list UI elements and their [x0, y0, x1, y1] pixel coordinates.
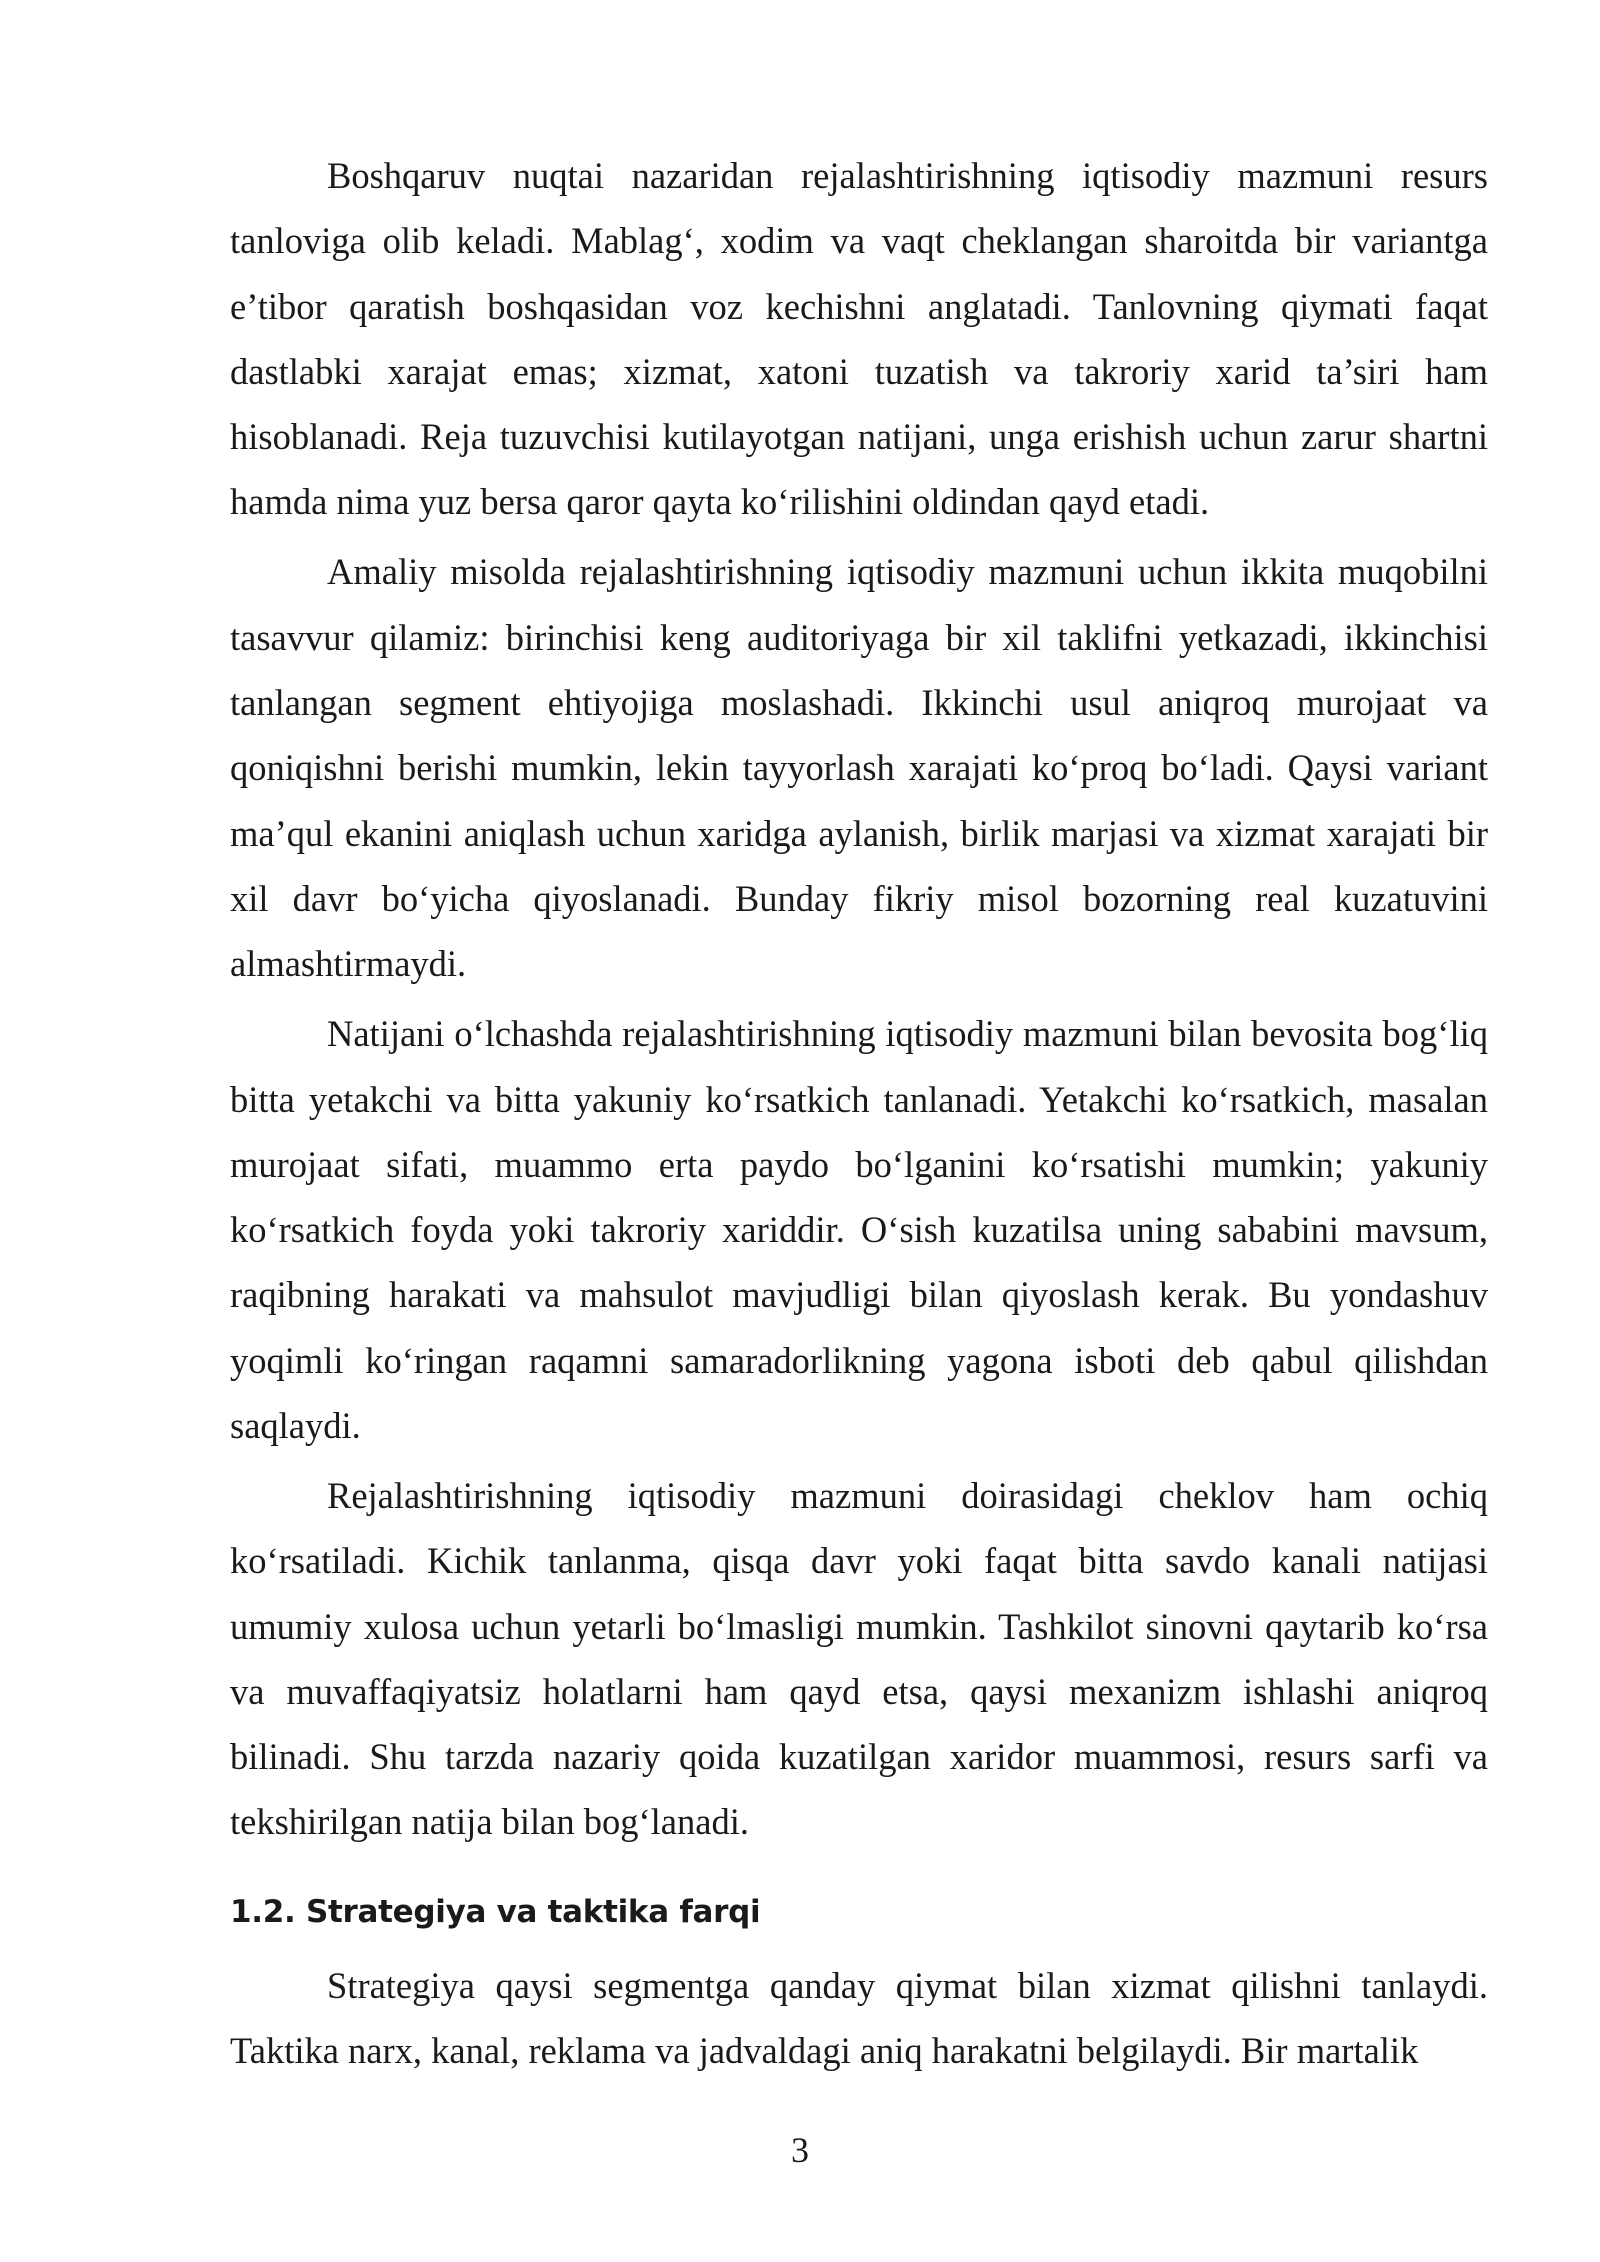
section-paragraph-1: Strategiya qaysi segmentga qanday qiymat bilan xizmat qilishni tanlaydi. Taktika narx, kanal, reklama va jadvaldagi aniq harakatni belgilaydi. Bir martalik: [230, 1964, 1488, 2072]
body-paragraph-4: Rejalashtirishning iqtisodiy mazmuni doirasidagi cheklov ham ochiq ko‘rsatiladi. Kichik tanlanma, qisqa davr yoki faqat bitta savdo kanali natijasi umumiy xulosa uchun yetarli bo‘lmasligi mumkin. Tashkilot sinovni qaytarib ko‘rsa va muvaffaqiyatsiz holatlarni ham qayd etsa, qaysi mexanizm ishlashi aniqroq bilinadi. Shu tarzda nazariy qoida kuzatilgan xaridor muammosi, resurs sarfi va tekshirilgan natija bilan bog‘lanadi.: [230, 1475, 1488, 1843]
body-paragraph-3: Natijani o‘lchashda rejalashtirishning iqtisodiy mazmuni bilan bevosita bog‘liq bitta yetakchi va bitta yakuniy ko‘rsatkich tanlanadi. Yetakchi ko‘rsatkich, masalan murojaat sifati, muammo erta paydo bo‘lganini ko‘rsatishi mumkin; yakuniy ko‘rsatkich foyda yoki takroriy xariddir. O‘sish kuzatilsa uning sababini mavsum, raqibning harakati va mahsulot mavjudligi bilan qiyoslash kerak. Bu yondashuv yoqimli ko‘ringan raqamni samaradorlikning yagona isboti deb qabul qilishdan saqlaydi.: [230, 1013, 1488, 1447]
page-body: [230, 143, 1488, 2088]
body-paragraph-2: Amaliy misolda rejalashtirishning iqtisodiy mazmuni uchun ikkita muqobilni tasavvur qilamiz: birinchisi keng auditoriyaga bir xil taklifni yetkazadi, ikkinchisi tanlangan segment ehtiyojiga moslashadi. Ikkinchi usul aniqroq murojaat va qoniqishni berishi mumkin, lekin tayyorlash xarajati ko‘proq bo‘ladi. Qaysi variant ma’qul ekanini aniqlash uchun xaridga aylanish, birlik marjasi va xizmat xarajati bir xil davr bo‘yicha qiyoslanadi. Bunday fikriy misol bozorning real kuzatuvini almashtirmaydi.: [230, 551, 1488, 985]
body-paragraph-1: Boshqaruv nuqtai nazaridan rejalashtirishning iqtisodiy mazmuni resurs tanloviga olib keladi. Mablag‘, xodim va vaqt cheklangan sharoitda bir variantga e’tibor qaratish boshqasidan voz kechishni anglatadi. Tanlovning qiymati faqat dastlabki xarajat emas; xizmat, xatoni tuzatish va takroriy xarid ta’siri ham hisoblanadi. Reja tuzuvchisi kutilayotgan natijani, unga erishish uchun zarur shartni hamda nima yuz bersa qaror qayta ko‘rilishini oldindan qayd etadi.: [230, 155, 1488, 523]
page-number: 3: [791, 2130, 809, 2170]
section-heading: 1.2. Strategiya va taktika farqi: [230, 1893, 761, 1930]
